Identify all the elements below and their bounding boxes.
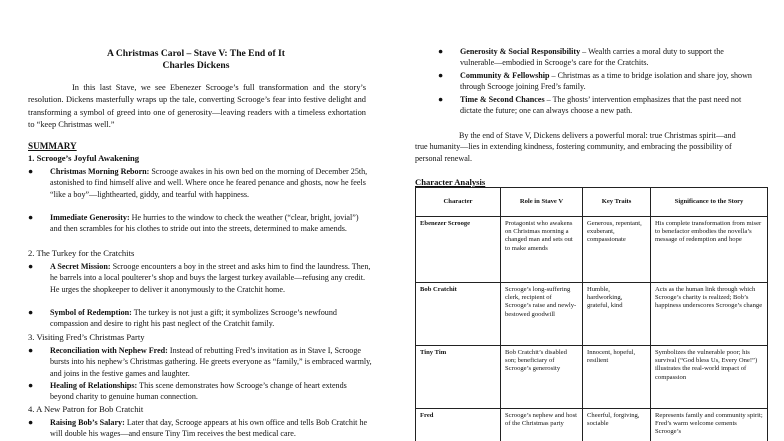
conclusion-text: By the end of Stave V, Dickens delivers a powerful moral: true Christmas spirit—and true humanity—lies in extending kindness, fostering community, and embracing the possibility of personal renewal. — [415, 131, 736, 163]
character-analysis-heading: Character Analysis — [415, 177, 486, 187]
bullet-icon: ● — [438, 46, 444, 56]
character-name: Tiny Tim — [416, 346, 501, 409]
character-name: Fred — [416, 409, 501, 441]
character-significance: Represents family and community spirit; Fred’s warm welcome cements Scrooge’s — [651, 409, 768, 441]
section-heading: 2. The Turkey for the Cratchits — [28, 248, 135, 258]
column-header: Character — [416, 188, 501, 217]
list-item: ● Immediate Generosity: He hurries to the window to check the weather (“clear, bright, jovial”) and then scrambles for his clothes to stride out into the streets, determined to make amends. — [28, 212, 359, 234]
bullet-icon: ● — [28, 166, 34, 176]
section-heading: 3. Visiting Fred’s Christmas Party — [28, 332, 145, 342]
list-item: ● A Secret Mission: Scrooge encounters a boy in the street and asks him to find the laundress. Then, he barrels into a local poulterer’s shop and buys the largest turkey available—refusing any credit. He urges the shopkeeper to deliver it anonymously to the Cratchit home. — [28, 261, 371, 294]
table-row — [416, 346, 768, 409]
character-name: Ebenezer Scrooge — [416, 217, 501, 283]
section-heading: 4. A New Patron for Bob Cratchit — [28, 404, 144, 414]
list-item: ● Reconciliation with Nephew Fred: Instead of rebutting Fred’s invitation as in Stave I, Scrooge bursts into his nephew’s Christmas gathering. He greets everyone as “family,” is embraced warmly, and joins in the festive games and laughter. — [28, 345, 372, 378]
bullet-icon: ● — [28, 380, 34, 390]
document-title: A Christmas Carol – Stave V: The End of It — [107, 48, 285, 59]
table-row — [416, 217, 768, 283]
conclusion-paragraph — [415, 130, 745, 164]
table-header-row — [416, 188, 768, 217]
list-item: ● Symbol of Redemption: The turkey is not just a gift; it symbolizes Scrooge’s newfound compassion and desire to right his past neglect of the Cratchit family. — [28, 307, 337, 329]
right-page — [392, 0, 784, 441]
character-traits: Humble, hardworking, grateful, kind — [583, 283, 651, 346]
character-significance: Acts as the human link through which Scrooge’s charity is realized; Bob’s happiness underscores Scrooge’s change — [651, 283, 768, 346]
character-significance: His complete transformation from miser to benefactor embodies the novella’s message of redemption and hope — [651, 217, 768, 283]
table-row — [416, 409, 768, 441]
bullet-icon: ● — [28, 261, 34, 271]
section-heading: 1. Scrooge’s Joyful Awakening — [28, 153, 140, 163]
bullet-icon: ● — [438, 94, 444, 104]
intro-paragraph — [28, 82, 366, 131]
character-role: Protagonist who awakens on Christmas morning a changed man and sets out to make amends — [501, 217, 583, 283]
character-table — [415, 187, 768, 441]
summary-heading: SUMMARY — [28, 141, 77, 151]
column-header: Significance to the Story — [651, 188, 768, 217]
intro-text: In this last Stave, we see Ebenezer Scrooge’s full transformation and the story’s resolution. Dickens masterfully wraps up the tale, converting Scrooge’s fear into festive delight and transforming a symbol of greed into one of generosity—leaving readers with a timeless exhortation to “keep Christmas well.” — [28, 83, 366, 129]
character-role: Bob Cratchit’s disabled son; beneficiary of Scrooge’s generosity — [501, 346, 583, 409]
character-traits: Generous, repentant, exuberant, compassionate — [583, 217, 651, 283]
character-role: Scrooge’s long-suffering clerk, recipient of Scrooge’s raise and newly-bestowed goodwill — [501, 283, 583, 346]
character-significance: Symbolizes the vulnerable poor; his survival (“God bless Us, Every One!”) illustrates the real-world impact of compassion — [651, 346, 768, 409]
document-author: Charles Dickens — [162, 60, 230, 71]
character-traits: Innocent, hopeful, resilient — [583, 346, 651, 409]
table-row — [416, 283, 768, 346]
character-name: Bob Cratchit — [416, 283, 501, 346]
column-header: Key Traits — [583, 188, 651, 217]
theme-item: ● Community & Fellowship – Christmas as a time to bridge isolation and share joy, shown through Scrooge joining Fred’s family. — [438, 70, 752, 92]
bullet-icon: ● — [28, 212, 34, 222]
column-header: Role in Stave V — [501, 188, 583, 217]
character-traits: Cheerful, forgiving, sociable — [583, 409, 651, 441]
bullet-icon: ● — [28, 417, 34, 427]
character-role: Scrooge’s nephew and host of the Christmas party — [501, 409, 583, 441]
theme-item: ● Generosity & Social Responsibility – Wealth carries a moral duty to support the vulnerable—embodied in Scrooge’s care for the Cratchits. — [438, 46, 724, 68]
bullet-icon: ● — [28, 345, 34, 355]
theme-item: ● Time & Second Chances – The ghosts’ intervention emphasizes that the past need not dictate the future; one can always choose a new path. — [438, 94, 742, 116]
bullet-icon: ● — [438, 70, 444, 80]
bullet-icon: ● — [28, 307, 34, 317]
list-item: ● Christmas Morning Reborn: Scrooge awakes in his own bed on the morning of December 25th, astonished to find himself alive and well. Where once he feared penance and ghosts, now he feels “like a boy”—lighthearted, giddy, and tearful with happiness. — [28, 166, 368, 199]
list-item: ● Raising Bob’s Salary: Later that day, Scrooge appears at his own office and tells Bob Cratchit he will double his wages—and ensure Tiny Tim receives the best medical care. — [28, 417, 368, 439]
list-item: ● Healing of Relationships: This scene demonstrates how Scrooge’s change of heart extends beyond charity to genuine human connection. — [28, 380, 347, 402]
